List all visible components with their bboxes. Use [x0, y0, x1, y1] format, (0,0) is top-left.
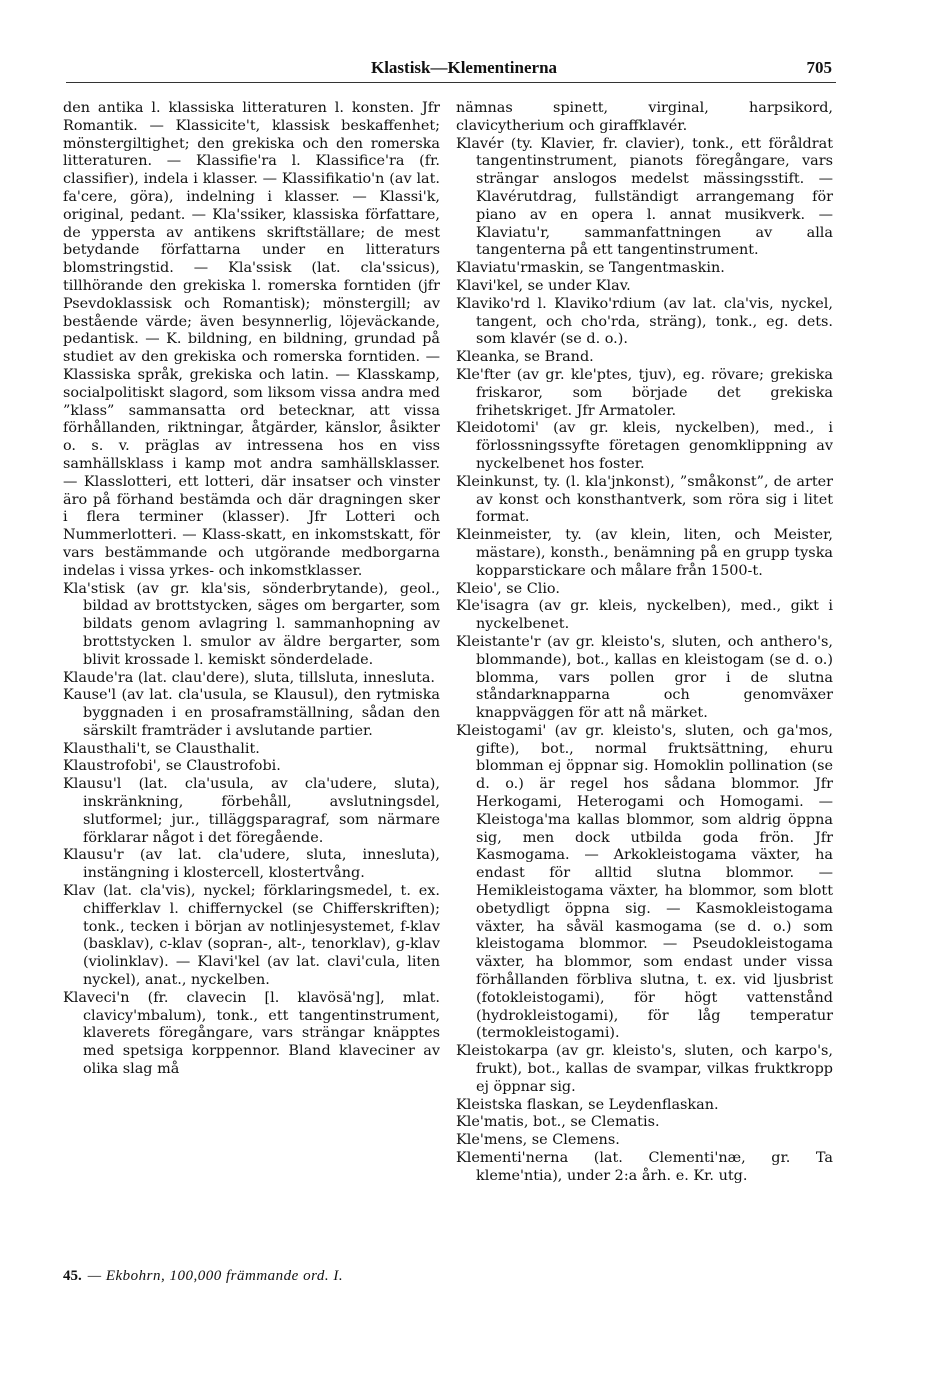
entry-klavikel: Klavi'kel, se under Klav.	[456, 277, 631, 294]
left-column	[63, 100, 440, 1079]
entry-continuation: den antika l. klassiska litteraturen l. konsten. Jfr Romantik. — Klassicite't, klassisk beskaffenhet; mönstergiltighet; den grekiska och den romerska litteraturen. — Klassifie'ra l. Klassifice'ra (fr. classifier), indela i klasser. — Klassifikatio'n (av lat. fa'cere, göra), indelning i klasser. — Klassi'k, original, pedant. — Kla'ssiker, klassiska författare, de yppersta av antikens skriftställare; de mest betydande författarna under en litteraturs blomstringstid. — Kla'ssisk (lat. cla'ssicus), tillhörande den grekiska l. romerska forntiden (jfr Psevdoklassisk och Romantisk); mönstergill; av bestående värde; även besynnerlig, löjeväckande, pedantisk. — K. bildning, en bildning, grundad på studiet av den grekiska och romerska forntiden. — Klassiska språk, grekiska och latin. — Klasskamp, socialpolitiskt slagord, som liksom vissa andra med ”klass” sammansatta ord betecknar, att vissa förhållanden, riktningar, åtgärder, känslor, åsikter o. s. v. präglas av intressena hos en viss samhällsklass i kamp mot andra samhällsklasser. — Klasslotteri, ett lotteri, där insatser och vinster äro på förhand bestämda och där dragningen sker i flera terminer (klasser). Jfr Lotteri och Nummerlotteri. — Klass-skatt, en inkomstskatt, för vars bestämmande och utgörande medborgarna indelas i vissa yrkes- och inkomstklasser.	[63, 100, 440, 579]
right-column	[456, 100, 833, 1186]
entry-kleinkunst: Kleinkunst, ty. (l. kla'jnkonst), ”småkonst”, de arter av konst och konsthantverk, som röra sig i litet format.	[456, 473, 833, 526]
footer-text: — Ekbohrn, 100,000 främmande ord. I.	[87, 1268, 344, 1284]
entry-kleinmeister: Kleinmeister, ty. (av klein, liten, och Meister, mästare), konsth., benämning på en grupp tyska kopparstickare och målare från 1500-t.	[456, 527, 833, 579]
entry-klausul: Klausu'l (lat. cla'usula, av cla'udere, sluta), inskränkning, förbehåll, avslutningsdel, slutformel; jur., tilläggsparagraf, som närmare förklarar något i det föregående.	[63, 776, 440, 846]
entry-klaver: Klavér (ty. Klavier, fr. clavier), tonk., ett föråldrat tangentinstrument, pianots föregångare, vars strängar anslogos medelst mässingsstift. — Klavérutdrag, fullständigt arrangemang för piano av en opera l. annat musikverk. — Klaviatu'r, sammanfattningen av alla tangenterna på ett tangentinstrument.	[456, 135, 833, 259]
entry-klastisk: Kla'stisk (av gr. kla'sis, sönderbrytande), geol., bildad av brottstycken, säges om bergarter, som bildats genom avlagring l. sammanhopning av brottstycken l. smulor av äldre bergarter, som blivit krossade l. kemiskt sönderdelade.	[63, 580, 440, 668]
entry-continuation: nämnas spinett, virginal, harpsikord, clavicytherium och giraffklavér.	[456, 100, 833, 134]
entry-klaustrofobi: Klaustrofobi', se Claustrofobi.	[63, 758, 281, 775]
entry-klefter: Kle'fter (av gr. kle'ptes, tjuv), eg. rövare; grekiska friskaror, som började det grekiska frihetskriget. Jfr Armatoler.	[456, 366, 833, 419]
signature-mark: 45.	[63, 1268, 82, 1284]
footer	[63, 1268, 343, 1285]
entry-kleanka: Kleanka, se Brand.	[456, 349, 594, 366]
page-number: 705	[806, 58, 832, 77]
entry-klausthalit: Klausthali't, se Clausthalit.	[63, 740, 260, 757]
entry-klavikord: Klaviko'rd l. Klaviko'rdium (av lat. cla'vis, nyckel, tangent, och cho'rda, sträng), tonk., eg. dets. som klavér (se d. o.).	[456, 295, 833, 348]
entry-kleio: Kleio', se Clio.	[456, 580, 560, 597]
entry-klavecin: Klaveci'n (fr. clavecin [l. klavösä'ng], mlat. clavicy'mbalum), tonk., ett tangentinstrument, klaverets föregångare, vars strängar knäpptes med spetsiga korppennor. Bland klaveciner av olika slag må	[63, 989, 440, 1078]
entry-kleisagra: Kle'isagra (av gr. kleis, nyckelben), med., gikt i nyckelbenet.	[456, 598, 833, 633]
entry-klementinerna: Klementi'nerna (lat. Clementi'næ, gr. Ta kleme'ntia), under 2:a årh. e. Kr. utg.	[456, 1150, 833, 1184]
entry-klaviaturmaskin: Klaviatu'rmaskin, se Tangentmaskin.	[456, 260, 725, 277]
header-rule	[66, 82, 836, 83]
entry-klaudera: Klaude'ra (lat. clau'dere), sluta, tillsluta, innesluta.	[63, 669, 435, 686]
entry-kleistska-flaskan: Kleistska flaskan, se Leydenflaskan.	[456, 1096, 719, 1113]
running-head: Klastisk—Klementinerna	[370, 58, 558, 77]
entry-klematis: Kle'matis, bot., se Clematis.	[456, 1114, 660, 1131]
entry-kleistanter: Kleistante'r (av gr. kleisto's, sluten, och anthero's, blommande), bot., kallas en kleistogam (se d. o.) blomma, vars pollen gror i de slutna ståndarknapparna och genomväxer knappväggen för att nå märket.	[456, 633, 833, 722]
entry-kausel: Kause'l (av lat. cla'usula, se Klausul), den rytmiska byggnaden i en prosaframställning, sådan den särskilt framträder i avslutande partier.	[63, 687, 440, 739]
entry-kleidotomi: Kleidotomi' (av gr. kleis, nyckelben), med., i förlossningssyfte företagen genomklippning av nyckelbenet hos foster.	[456, 420, 833, 472]
entry-klav: Klav (lat. cla'vis), nyckel; förklaringsmedel, t. ex. chifferklav l. chiffernyckel (se Chifferskriften); tonk., tecken i början av notlinjesystemet, f-klav (basklav), c-klav (sopran-, alt-, tenorklav), g-klav (violinklav). — Klavi'kel (av lat. clavi'cula, liten nyckel), anat., nyckelben.	[63, 883, 440, 989]
entry-klausur: Klausu'r (av lat. cla'udere, sluta, innesluta), instängning i klostercell, klostertvång.	[63, 847, 440, 882]
entry-kleistokarpa: Kleistokarpa (av gr. kleisto's, sluten, och karpo's, frukt), bot., kallas de svampar, vilkas fruktkropp ej öppnar sig.	[456, 1043, 833, 1095]
entry-klemens: Kle'mens, se Clemens.	[456, 1132, 620, 1149]
entry-kleistogami: Kleistogami' (av gr. kleisto's, sluten, och ga'mos, gifte), bot., normal fruktsättning, ehuru blomman ej öppnar sig. Homoklin pollination (se d. o.) är regel hos sådana blommor. Jfr Herkogami, Heterogami och Homogami. — Kleistoga'ma kallas blommor, som aldrig öppna sig, men dock utbilda goda frön. Jfr Kasmogama. — Arkokleistogama växter, ha endast för alltid slutna blommor. — Hemikleistogama växter, ha blommor, som blott obetydligt öppna sig. — Kasmokleistogama växter, ha såväl kasmogama (se d. o.) som kleistogama blommor. — Pseudokleistogama växter, ha blommor, som endast under vissa förhållanden förbliva slutna, t. ex. vid ljusbrist (fotokleistogami), för högt vattenstånd (hydrokleistogami), för låg temperatur (termokleistogami).	[456, 722, 833, 1042]
